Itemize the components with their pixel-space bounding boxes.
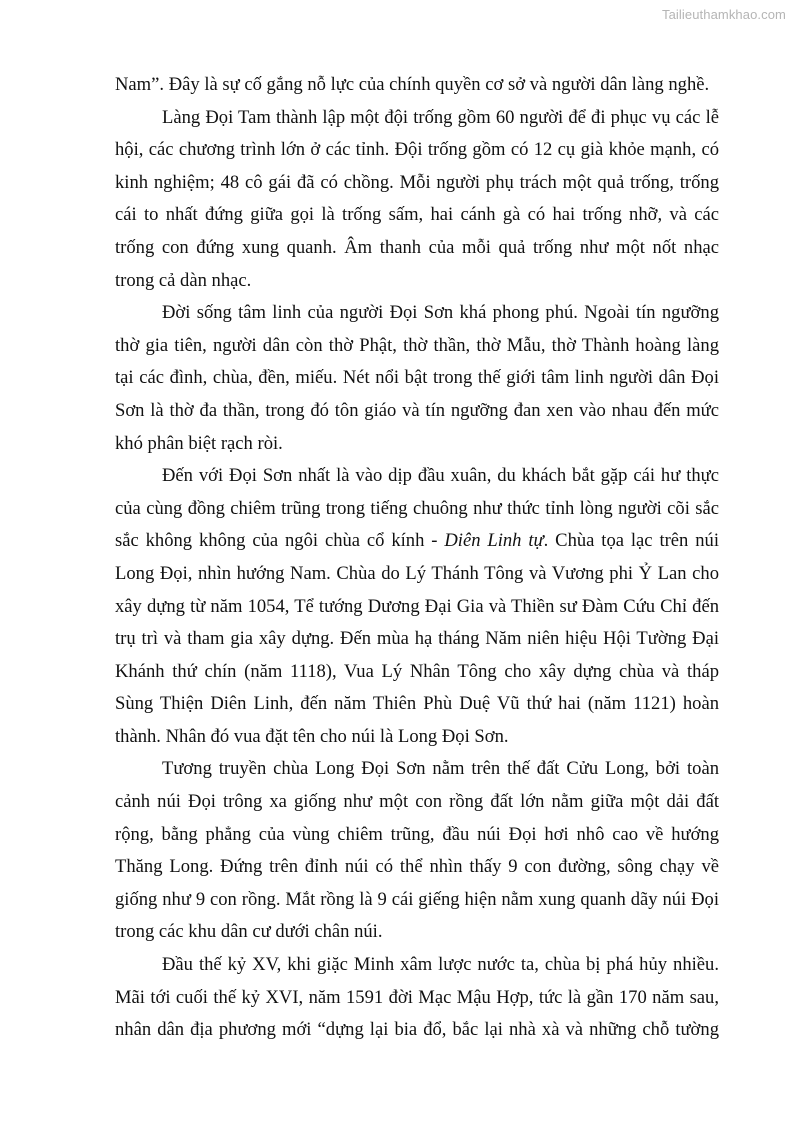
paragraph bbox=[115, 69, 719, 102]
text-line: Làng Đọi Tam thành lập một đội trống gồm 60 người để đi phục vụ các lễ bbox=[162, 106, 719, 128]
watermark-text: Tailieuthamkhao.com bbox=[661, 7, 786, 22]
document-body bbox=[115, 69, 719, 1047]
text-line: Mãi tới cuối thế kỷ XVI, năm 1591 đời Mạc Mậu Hợp, tức là gần 170 năm sau, bbox=[115, 986, 719, 1008]
text-line: tại các đình, chùa, đền, miếu. Nét nổi bật trong thế giới tâm linh người dân Đọi bbox=[115, 367, 719, 389]
text-line: Đời sống tâm linh của người Đọi Sơn khá phong phú. Ngoài tín ngưỡng bbox=[162, 302, 719, 324]
text-line: Sùng Thiện Diên Linh, đến năm Thiên Phù Duệ Vũ thứ hai (năm 1121) hoàn bbox=[115, 693, 719, 715]
paragraph bbox=[115, 949, 719, 1047]
temple-name-italic: Diên Linh tự bbox=[444, 530, 544, 552]
text-segment: . Chùa tọa lạc trên núi bbox=[543, 530, 719, 552]
text-line: trong các khu dân cư dưới chân núi. bbox=[115, 921, 383, 943]
text-line-with-italic bbox=[115, 525, 719, 558]
text-line: hội, các chương trình lớn ở các tỉnh. Đội trống gồm có 12 cụ già khỏe mạnh, có bbox=[115, 139, 719, 161]
text-line: thờ gia tiên, người dân còn thờ Phật, thờ thần, thờ Mẫu, thờ Thành hoàng làng bbox=[115, 334, 719, 356]
text-line: Long Đọi, nhìn hướng Nam. Chùa do Lý Thánh Tông và Vương phi Ỷ Lan cho bbox=[115, 562, 719, 584]
text-line: cảnh núi Đọi trông xa giống như một con rồng đất lớn nằm giữa một dải đất bbox=[115, 791, 719, 813]
text-line: của cùng đồng chiêm trũng trong tiếng chuông như thức tỉnh lòng người cõi sắc bbox=[115, 497, 719, 519]
paragraph bbox=[115, 297, 719, 460]
text-line: cái to nhất đứng giữa gọi là trống sấm, hai cánh gà có hai trống nhỡ, và các bbox=[115, 204, 719, 226]
text-line: Đến với Đọi Sơn nhất là vào dịp đầu xuân, du khách bắt gặp cái hư thực bbox=[162, 465, 719, 487]
text-line: Khánh thứ chín (năm 1118), Vua Lý Nhân Tông cho xây dựng chùa và tháp bbox=[115, 660, 719, 682]
text-line: trụ trì và tham gia xây dựng. Đến mùa hạ tháng Năm niên hiệu Hội Tường Đại bbox=[115, 628, 719, 650]
text-line: khó phân biệt rạch ròi. bbox=[115, 432, 283, 454]
text-line: Sơn là thờ đa thần, trong đó tôn giáo và tín ngưỡng đan xen vào nhau đến mức bbox=[115, 399, 719, 421]
paragraph bbox=[115, 102, 719, 298]
text-line: kinh nghiệm; 48 cô gái đã có chồng. Mỗi người phụ trách một quả trống, trống bbox=[115, 171, 719, 193]
text-line: nhân dân địa phương mới “dựng lại bia đổ, bắc lại nhà xà và những chỗ tường bbox=[115, 1019, 719, 1041]
text-segment: sắc không không của ngôi chùa cổ kính - bbox=[115, 530, 445, 552]
text-line: trống con đứng xung quanh. Âm thanh của mỗi quả trống như một nốt nhạc bbox=[115, 236, 719, 258]
text-line: Thăng Long. Đứng trên đỉnh núi có thể nhìn thấy 9 con đường, sông chạy về bbox=[115, 856, 719, 878]
text-line: giống như 9 con rồng. Mắt rồng là 9 cái giếng hiện nằm xung quanh dãy núi Đọi bbox=[115, 888, 719, 910]
paragraph bbox=[115, 753, 719, 949]
text-line: Đầu thế kỷ XV, khi giặc Minh xâm lược nước ta, chùa bị phá hủy nhiều. bbox=[162, 954, 719, 976]
text-line: trong cả dàn nhạc. bbox=[115, 269, 252, 291]
text-line: thành. Nhân đó vua đặt tên cho núi là Long Đọi Sơn. bbox=[115, 725, 509, 747]
text-line: Tương truyền chùa Long Đọi Sơn nằm trên thế đất Cửu Long, bởi toàn bbox=[162, 758, 719, 780]
text-line: Nam”. Đây là sự cố gắng nỗ lực của chính quyền cơ sở và người dân làng nghề. bbox=[115, 74, 710, 95]
text-line: xây dựng từ năm 1054, Tể tướng Dương Đại Gia và Thiền sư Đàm Cứu Chỉ đến bbox=[115, 595, 719, 617]
text-line: rộng, bằng phẳng của vùng chiêm trũng, đầu núi Đọi hơi nhô cao về hướng bbox=[115, 823, 719, 845]
paragraph bbox=[115, 460, 719, 753]
